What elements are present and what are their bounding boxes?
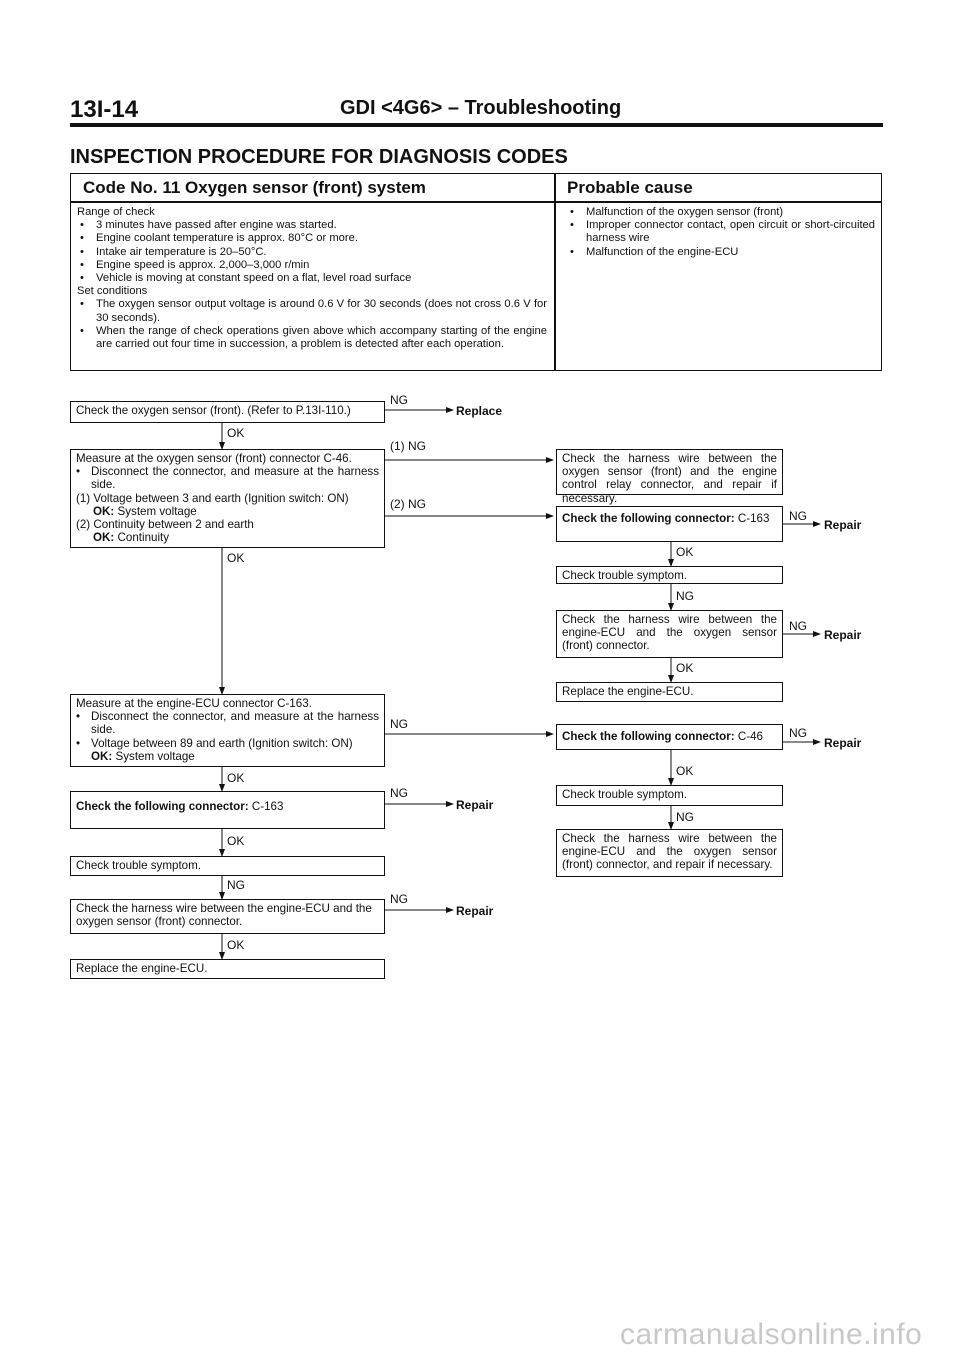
- cause-item: • Improper connector contact, open circuit or short-circuited harness wire: [570, 219, 875, 245]
- flow-right-check-connector-c163: Check the following connector: C-163: [556, 506, 783, 542]
- label-ng: NG: [789, 726, 807, 740]
- flow-right-check-harness-ecu-sensor: Check the harness wire between the engine-ECU and the oxygen sensor (front) connector.: [556, 610, 783, 658]
- label-ok: OK: [676, 545, 694, 559]
- label-ng: NG: [390, 717, 408, 731]
- range-item: • 3 minutes have passed after engine was started.: [80, 219, 337, 232]
- result-repair: Repair: [824, 628, 862, 642]
- result-repair: Repair: [824, 736, 862, 750]
- label-ok: OK: [227, 938, 245, 952]
- label-ok: OK: [227, 771, 245, 785]
- label-ng: NG: [789, 509, 807, 523]
- flow-right-check-harness-repair: Check the harness wire between the engine-ECU and the oxygen sensor (front) connector, and repair if necessary.: [556, 829, 783, 877]
- range-item: • Vehicle is moving at constant speed on a flat, level road surface: [80, 272, 412, 285]
- label-ng: NG: [789, 619, 807, 633]
- label-ng: NG: [390, 786, 408, 800]
- flow-step-check-harness-ecu-sensor: Check the harness wire between the engine-ECU and the oxygen sensor (front) connector.: [70, 899, 385, 934]
- label-ok: OK: [676, 661, 694, 675]
- label-ok: OK: [227, 551, 245, 565]
- cause-item: • Malfunction of the engine-ECU: [570, 245, 739, 258]
- page-title: GDI <4G6> – Troubleshooting: [340, 97, 622, 119]
- flow-right-check-connector-c46: Check the following connector: C-46: [556, 724, 783, 750]
- flow-right-replace-ecu: Replace the engine-ECU.: [556, 682, 783, 702]
- label-ng-1: (1) NG: [390, 439, 426, 453]
- watermark: carmanualsonline.info: [620, 1318, 923, 1351]
- label-ok: OK: [227, 426, 245, 440]
- range-item: • Intake air temperature is 20–50°C.: [80, 245, 267, 258]
- result-replace: Replace: [456, 404, 503, 418]
- label-ng: NG: [390, 892, 408, 906]
- result-repair: Repair: [456, 904, 494, 918]
- flow-step-replace-ecu: Replace the engine-ECU.: [70, 959, 385, 979]
- result-repair: Repair: [824, 518, 862, 532]
- label-ok: OK: [676, 764, 694, 778]
- probable-cause-header: Probable cause: [567, 178, 693, 197]
- flow-step-measure-sensor-connector: Measure at the oxygen sensor (front) connector C-46. • Disconnect the connector, and measure at the harness side. (1) Voltage between 3 and earth (Ignition switch: ON) OK: System voltage (2) Continuity between 2 and earth OK: Continuity: [70, 449, 385, 548]
- range-item: • Engine coolant temperature is approx. 80°C or more.: [80, 232, 358, 245]
- set-item: • The oxygen sensor output voltage is around 0.6 V for 30 seconds (does not cross 0.6 V for 30 seconds).: [80, 298, 547, 324]
- label-ng: NG: [676, 810, 694, 824]
- label-ng-2: (2) NG: [390, 497, 426, 511]
- flow-step-check-oxygen-sensor: Check the oxygen sensor (front). (Refer to P.13I-110.): [70, 401, 385, 423]
- result-repair: Repair: [456, 798, 494, 812]
- label-ng: NG: [227, 878, 245, 892]
- flow-right-check-trouble-symptom: Check trouble symptom.: [556, 566, 783, 584]
- flow-step-check-trouble-symptom: Check trouble symptom.: [70, 856, 385, 876]
- section-title: INSPECTION PROCEDURE FOR DIAGNOSIS CODES: [70, 146, 568, 168]
- label-ng: NG: [676, 589, 694, 603]
- set-item: • When the range of check operations given above which accompany starting of the engine are carried out four time in succession, a problem is detected after each operation.: [80, 324, 547, 351]
- flow-step-measure-ecu-connector: Measure at the engine-ECU connector C-163. • Disconnect the connector, and measure at the harness side. • Voltage between 89 and earth (Ignition switch: ON) OK: System voltage: [70, 694, 385, 767]
- flow-step-check-connector-c163: Check the following connector: C-163: [70, 791, 385, 829]
- flow-right-check-harness-relay: Check the harness wire between the oxygen sensor (front) and the engine control relay connector, and repair if necessary.: [556, 449, 783, 495]
- range-of-check-title: Range of check: [77, 206, 155, 218]
- range-item: • Engine speed is approx. 2,000–3,000 r/min: [80, 258, 310, 271]
- code-header: Code No. 11 Oxygen sensor (front) system: [83, 178, 426, 197]
- cause-item: • Malfunction of the oxygen sensor (front): [570, 206, 784, 218]
- set-conditions-title: Set conditions: [77, 285, 148, 298]
- label-ok: OK: [227, 834, 245, 848]
- page-number: 13I-14: [70, 96, 139, 123]
- label-ng: NG: [390, 393, 408, 407]
- flow-right-check-trouble-symptom-2: Check trouble symptom.: [556, 785, 783, 806]
